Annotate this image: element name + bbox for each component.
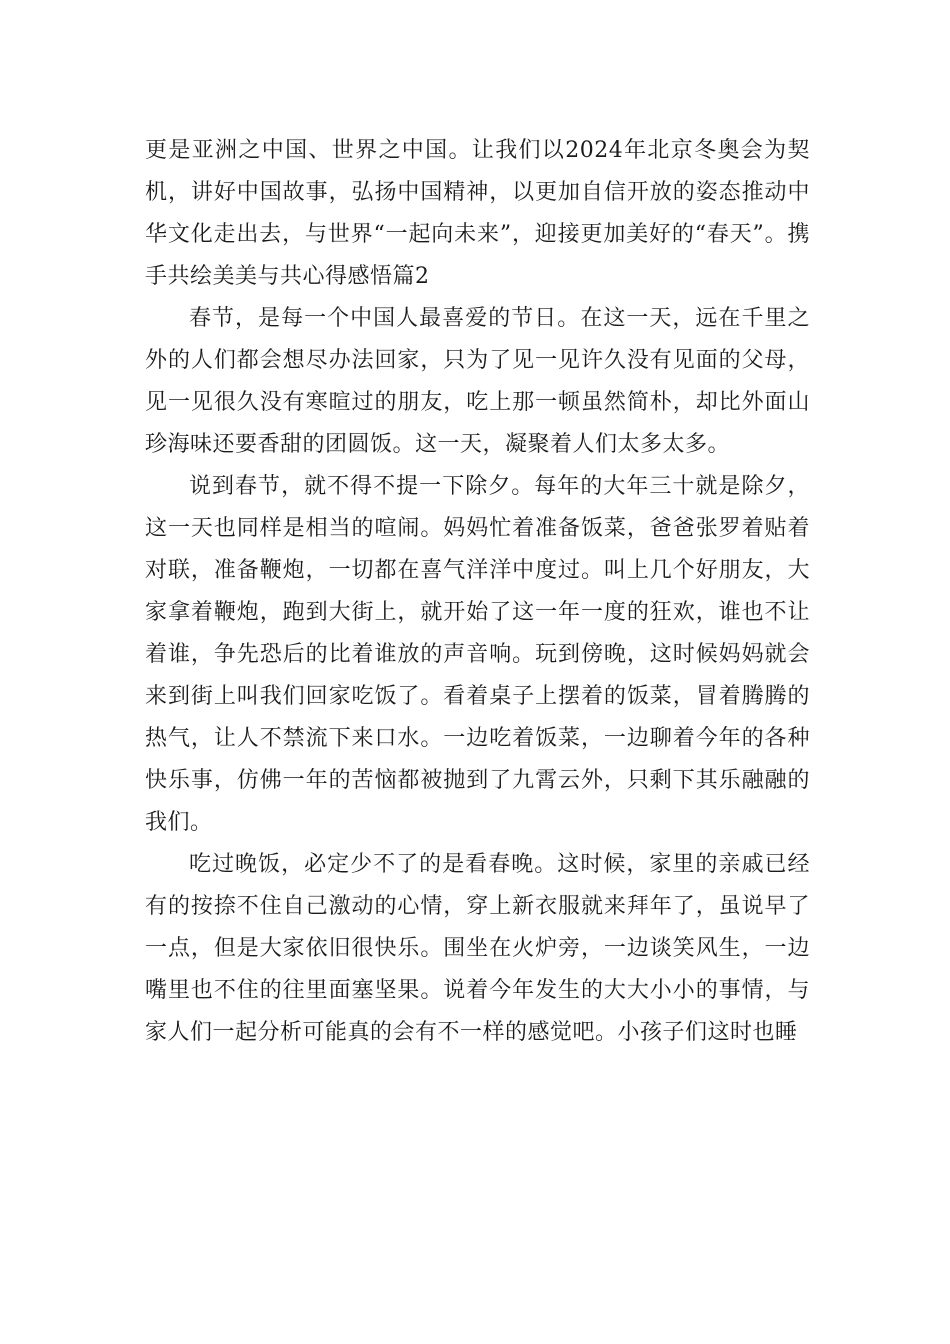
paragraph-3: 说到春节，就不得不提一下除夕。每年的大年三十就是除夕，这一天也同样是相当的喧闹。妈妈忙着准备饭菜，爸爸张罗着贴着对联，准备鞭炮，一切都在喜气洋洋中度过。叫上几个好朋友，大家拿着鞭炮，跑到大街上，就开始了这一年一度的狂欢，谁也不让着谁，争先恐后的比着谁放的声音响。玩到傍晚，这时候妈妈就会来到街上叫我们回家吃饭了。看着桌子上摆着的饭菜，冒着腾腾的热气，让人不禁流下来口水。一边吃着饭菜，一边聊着今年的各种快乐事，仿佛一年的苦恼都被抛到了九霄云外，只剩下其乐融融的我们。: [145, 474, 810, 835]
paragraph-2: 春节，是每一个中国人最喜爱的节日。在这一天，远在千里之外的人们都会想尽办法回家，只为了见一见许久没有见面的父母，见一见很久没有寒暄过的朋友，吃上那一顿虽然简朴，却比外面山珍海味还要香甜的团圆饭。这一天，凝聚着人们太多太多。: [145, 306, 810, 457]
paragraph-1: 更是亚洲之中国、世界之中国。让我们以2024年北京冬奥会为契机，讲好中国故事，弘扬中国精神，以更加自信开放的姿态推动中华文化走出去，与世界“一起向未来”，迎接更加美好的“春天”。携手共绘美美与共心得感悟篇2: [145, 138, 810, 289]
paragraph-4: 吃过晚饭，必定少不了的是看春晚。这时候，家里的亲戚已经有的按捺不住自己激动的心情，穿上新衣服就来拜年了，虽说早了一点，但是大家依旧很快乐。围坐在火炉旁，一边谈笑风生，一边嘴里也不住的往里面塞坚果。说着今年发生的大大小小的事情，与家人们一起分析可能真的会有不一样的感觉吧。小孩子们这时也睡: [145, 852, 810, 1045]
document-body: [145, 130, 810, 1054]
